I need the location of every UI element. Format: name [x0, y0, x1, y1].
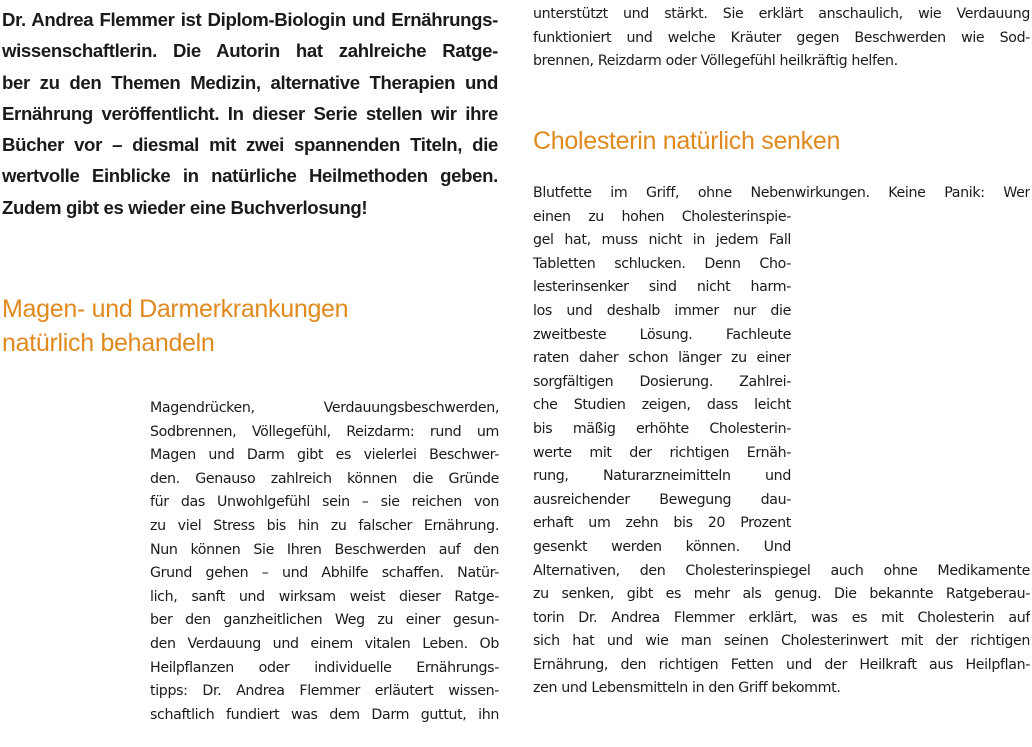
article-body-digestion — [150, 397, 499, 727]
intro-line: Zudem gibt es wieder eine Buchverlosung! — [2, 196, 368, 218]
body-line: schaftlich fundiert was dem Darm guttut, ihn — [150, 706, 499, 723]
body-line: zu viel Stress bis hin zu falscher Ernährung. — [150, 517, 499, 534]
intro-line: ber zu den Themen Medizin, alternative Therapien und — [2, 71, 498, 93]
intro-line: Bücher vor – diesmal mit zwei spannenden Titeln, die — [2, 134, 498, 156]
article-heading-cholesterol: Cholesterin natürlich senken — [533, 127, 841, 155]
body-line: Alternativen, den Cholesterinspiegel auch ohne Medikamente — [533, 562, 1030, 579]
body-line: gel hat, muss nicht in jedem Fall — [533, 232, 791, 249]
body-line: bis mäßig erhöhte Cholesterin- — [533, 420, 791, 437]
body-line: ausreichender Bewegung dau- — [533, 491, 791, 508]
body-line: erhaft um zehn bis 20 Prozent — [533, 515, 791, 532]
body-line: zweitbeste Lösung. Fachleute — [533, 326, 791, 343]
article-body-cholesterol — [533, 182, 1030, 701]
body-line: raten daher schon länger zu einer — [533, 350, 791, 367]
intro-line: Ernährung veröffentlicht. In dieser Serie stellen wir ihre — [2, 102, 498, 124]
body-line: einen zu hohen Cholesterinspie- — [533, 208, 791, 225]
body-line: Grund gehen – und Abhilfe schaffen. Natür- — [150, 565, 499, 582]
body-line: ber den ganzheitlichen Weg zu einer gesun- — [150, 612, 499, 629]
heading-line: Magen- und Darmerkrankungen — [2, 295, 349, 323]
body-line: werte mit der richtigen Ernäh- — [533, 444, 791, 461]
body-line: zu senken, gibt es mehr als genug. Die bekannte Ratgeberau- — [533, 586, 1030, 603]
article-heading-digestion — [2, 292, 422, 360]
body-line: Blutfette im Griff, ohne Nebenwirkungen. Keine Panik: Wer — [533, 185, 1030, 201]
body-line: Tabletten schlucken. Denn Cho- — [533, 255, 791, 272]
body-line: unterstützt und stärkt. Sie erklärt anschaulich, wie Verdauung — [533, 6, 1030, 22]
body-line: tipps: Dr. Andrea Flemmer erläutert wissen- — [150, 683, 499, 700]
intro-line: Dr. Andrea Flemmer ist Diplom-Biologin und Ernährungs- — [2, 9, 498, 30]
body-line: gesenkt werden können. Und — [533, 538, 791, 555]
body-line: den Verdauung und einem vitalen Leben. Ob — [150, 635, 499, 652]
body-line: Magen und Darm gibt es vielerlei Beschwer- — [150, 447, 499, 464]
body-line: che Studien zeigen, dass leicht — [533, 397, 791, 414]
body-line: lesterinsenker sind nicht harm- — [533, 279, 791, 296]
body-line: Heilpflanzen oder individuelle Ernährungs- — [150, 659, 499, 676]
article-body-digestion-continued — [533, 3, 1030, 74]
body-line: zen und Lebensmitteln in den Griff bekommt. — [533, 680, 841, 697]
body-line: funktioniert und welche Kräuter gegen Beschwerden wie Sod- — [533, 29, 1030, 46]
body-line: lich, sanft und wirksam weist dieser Ratge- — [150, 588, 499, 605]
intro-line: wertvolle Einblicke in natürliche Heilmethoden geben. — [2, 165, 498, 187]
intro-line: wissenschaftlerin. Die Autorin hat zahlreiche Ratge- — [2, 40, 498, 62]
body-line: Nun können Sie Ihren Beschwerden auf den — [150, 541, 499, 558]
body-line: los und deshalb immer nur die — [533, 302, 791, 319]
body-line: Sodbrennen, Völlegefühl, Reizdarm: rund um — [150, 423, 499, 440]
body-line: Magendrücken, Verdauungsbeschwerden, — [150, 400, 499, 416]
intro-paragraph — [2, 4, 498, 223]
body-line: rung, Naturarzneimitteln und — [533, 468, 791, 485]
body-line: für das Unwohlgefühl sein – sie reichen von — [150, 494, 499, 511]
heading-line: natürlich behandeln — [2, 329, 215, 357]
body-line: torin Dr. Andrea Flemmer erklärt, was es mit Cholesterin auf — [533, 609, 1030, 626]
body-line: Ernährung, den richtigen Fetten und der Heilkraft aus Heilpflan- — [533, 656, 1030, 673]
body-line: sorgfältigen Dosierung. Zahlrei- — [533, 373, 791, 390]
body-line: brennen, Reizdarm oder Völlegefühl heilkräftig helfen. — [533, 53, 898, 70]
body-line: den. Genauso zahlreich können die Gründe — [150, 470, 499, 487]
body-line: sich hat und wie man seinen Cholesterinwert mit der richtigen — [533, 633, 1030, 650]
